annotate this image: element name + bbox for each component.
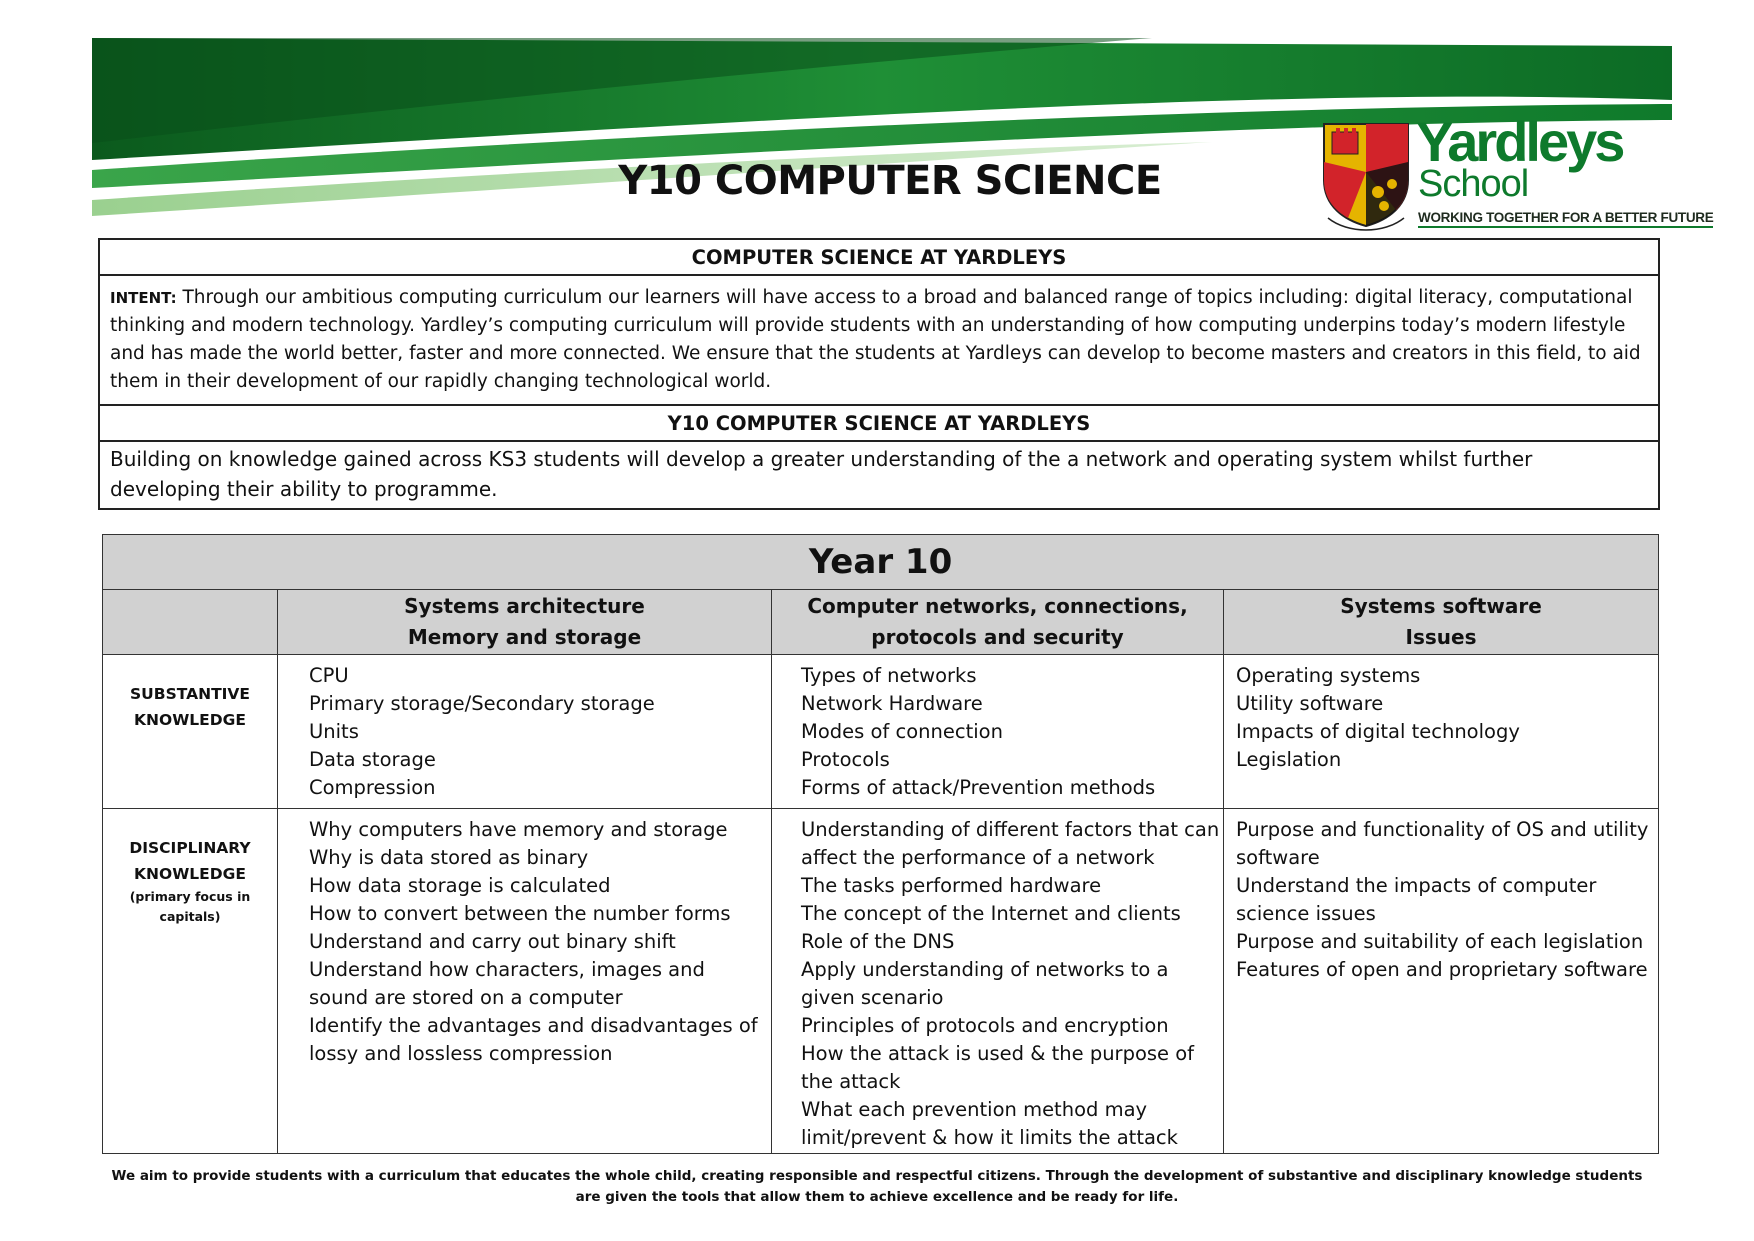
logo-tagline: WORKING TOGETHER FOR A BETTER FUTURE bbox=[1418, 210, 1713, 228]
intro-table bbox=[98, 238, 1660, 510]
list-item: Primary storage/Secondary storage bbox=[309, 692, 655, 715]
intent-label: INTENT: bbox=[110, 289, 177, 307]
table-cell bbox=[1224, 809, 1659, 1154]
footer-statement: We aim to provide students with a curriculum that educates the whole child, creating responsible and respectful citizens. Through the development of substantive and disciplinary knowledge students are given the tools that allow them to achieve excellence and be ready for life. bbox=[111, 1168, 1643, 1205]
crest-icon bbox=[1318, 122, 1414, 232]
list-item: Utility software bbox=[1236, 692, 1384, 715]
list-item: The tasks performed hardware bbox=[801, 874, 1102, 897]
column-header bbox=[772, 590, 1224, 655]
list-item: What each prevention method may limit/prevent & how it limits the attack bbox=[801, 1098, 1178, 1149]
intent-cell bbox=[99, 275, 1659, 405]
y10-heading: Y10 COMPUTER SCIENCE AT YARDLEYS bbox=[99, 405, 1659, 441]
list-item: Operating systems bbox=[1236, 664, 1421, 687]
table-cell bbox=[278, 655, 772, 809]
row-label-disciplinary bbox=[103, 809, 278, 1154]
table-cell bbox=[1224, 655, 1659, 809]
list-item: Understand the impacts of computer science issues bbox=[1236, 874, 1597, 925]
row-label-line: DISCIPLINARY bbox=[129, 839, 251, 857]
intro-heading: COMPUTER SCIENCE AT YARDLEYS bbox=[99, 239, 1659, 275]
y10-text: Building on knowledge gained across KS3 students will develop a greater understanding of the a network and operating system whilst further developing their ability to programme. bbox=[99, 441, 1659, 509]
page-title: Y10 COMPUTER SCIENCE bbox=[618, 158, 1162, 204]
list-item: Why computers have memory and storage bbox=[309, 818, 728, 841]
list-item: Legislation bbox=[1236, 748, 1342, 771]
year-table bbox=[102, 534, 1659, 1154]
row-label-line: KNOWLEDGE bbox=[134, 711, 246, 729]
column-header-line: Issues bbox=[1405, 625, 1477, 649]
list-item: The concept of the Internet and clients bbox=[801, 902, 1181, 925]
list-item: Purpose and suitability of each legislation bbox=[1236, 930, 1644, 953]
list-item: How data storage is calculated bbox=[309, 874, 611, 897]
column-header-line: protocols and security bbox=[871, 625, 1124, 649]
list-item: Impacts of digital technology bbox=[1236, 720, 1520, 743]
table-cell bbox=[772, 809, 1224, 1154]
column-header-line: Computer networks, connections, bbox=[807, 594, 1188, 618]
list-item: Modes of connection bbox=[801, 720, 1003, 743]
logo-name-line2: School bbox=[1418, 163, 1529, 205]
logo-name-line1: Yardleys bbox=[1416, 110, 1623, 173]
list-item: Compression bbox=[309, 776, 436, 799]
column-header bbox=[1224, 590, 1659, 655]
list-item: Principles of protocols and encryption bbox=[801, 1014, 1169, 1037]
column-header-line: Systems software bbox=[1340, 594, 1542, 618]
list-item: Why is data stored as binary bbox=[309, 846, 589, 869]
list-item: Protocols bbox=[801, 748, 890, 771]
list-item: Identify the advantages and disadvantages of lossy and lossless compression bbox=[309, 1014, 758, 1065]
corner-cell bbox=[103, 590, 278, 655]
list-item: How to convert between the number forms bbox=[309, 902, 731, 925]
list-item: Units bbox=[309, 720, 359, 743]
year-title: Year 10 bbox=[103, 535, 1659, 590]
list-item: Role of the DNS bbox=[801, 930, 955, 953]
list-item: Understand and carry out binary shift bbox=[309, 930, 676, 953]
table-cell bbox=[772, 655, 1224, 809]
list-item: Types of networks bbox=[801, 664, 977, 687]
list-item: Understanding of different factors that can affect the performance of a network bbox=[801, 818, 1220, 869]
list-item: Understand how characters, images and sound are stored on a computer bbox=[309, 958, 705, 1009]
list-item: Forms of attack/Prevention methods bbox=[801, 776, 1156, 799]
row-label-substantive bbox=[103, 655, 278, 809]
column-header bbox=[278, 590, 772, 655]
school-logo bbox=[1318, 110, 1714, 238]
row-label-note: (primary focus in capitals) bbox=[129, 889, 251, 924]
list-item: Apply understanding of networks to a given scenario bbox=[801, 958, 1169, 1009]
row-label-line: SUBSTANTIVE bbox=[130, 685, 250, 703]
row-label-line: KNOWLEDGE bbox=[134, 865, 246, 883]
column-header-line: Memory and storage bbox=[407, 625, 642, 649]
list-item: Data storage bbox=[309, 748, 436, 771]
intent-text: Through our ambitious computing curriculum our learners will have access to a broad and balanced range of topics including: digital literacy, computational thinking and modern technology. Yardley’s computing curriculum will provide students with an understanding of how computing underpins today’s modern lifestyle and has made the world better, faster and more connected. We ensure that the students at Yardleys can develop to become masters and creators in this field, to aid them in their development of our rapidly changing technological world. bbox=[110, 287, 1641, 392]
column-header-line: Systems architecture bbox=[404, 594, 645, 618]
table-cell bbox=[278, 809, 772, 1154]
list-item: Purpose and functionality of OS and utility software bbox=[1236, 818, 1649, 869]
list-item: CPU bbox=[309, 664, 349, 687]
list-item: Network Hardware bbox=[801, 692, 983, 715]
list-item: How the attack is used & the purpose of the attack bbox=[801, 1042, 1195, 1093]
list-item: Features of open and proprietary software bbox=[1236, 958, 1648, 981]
